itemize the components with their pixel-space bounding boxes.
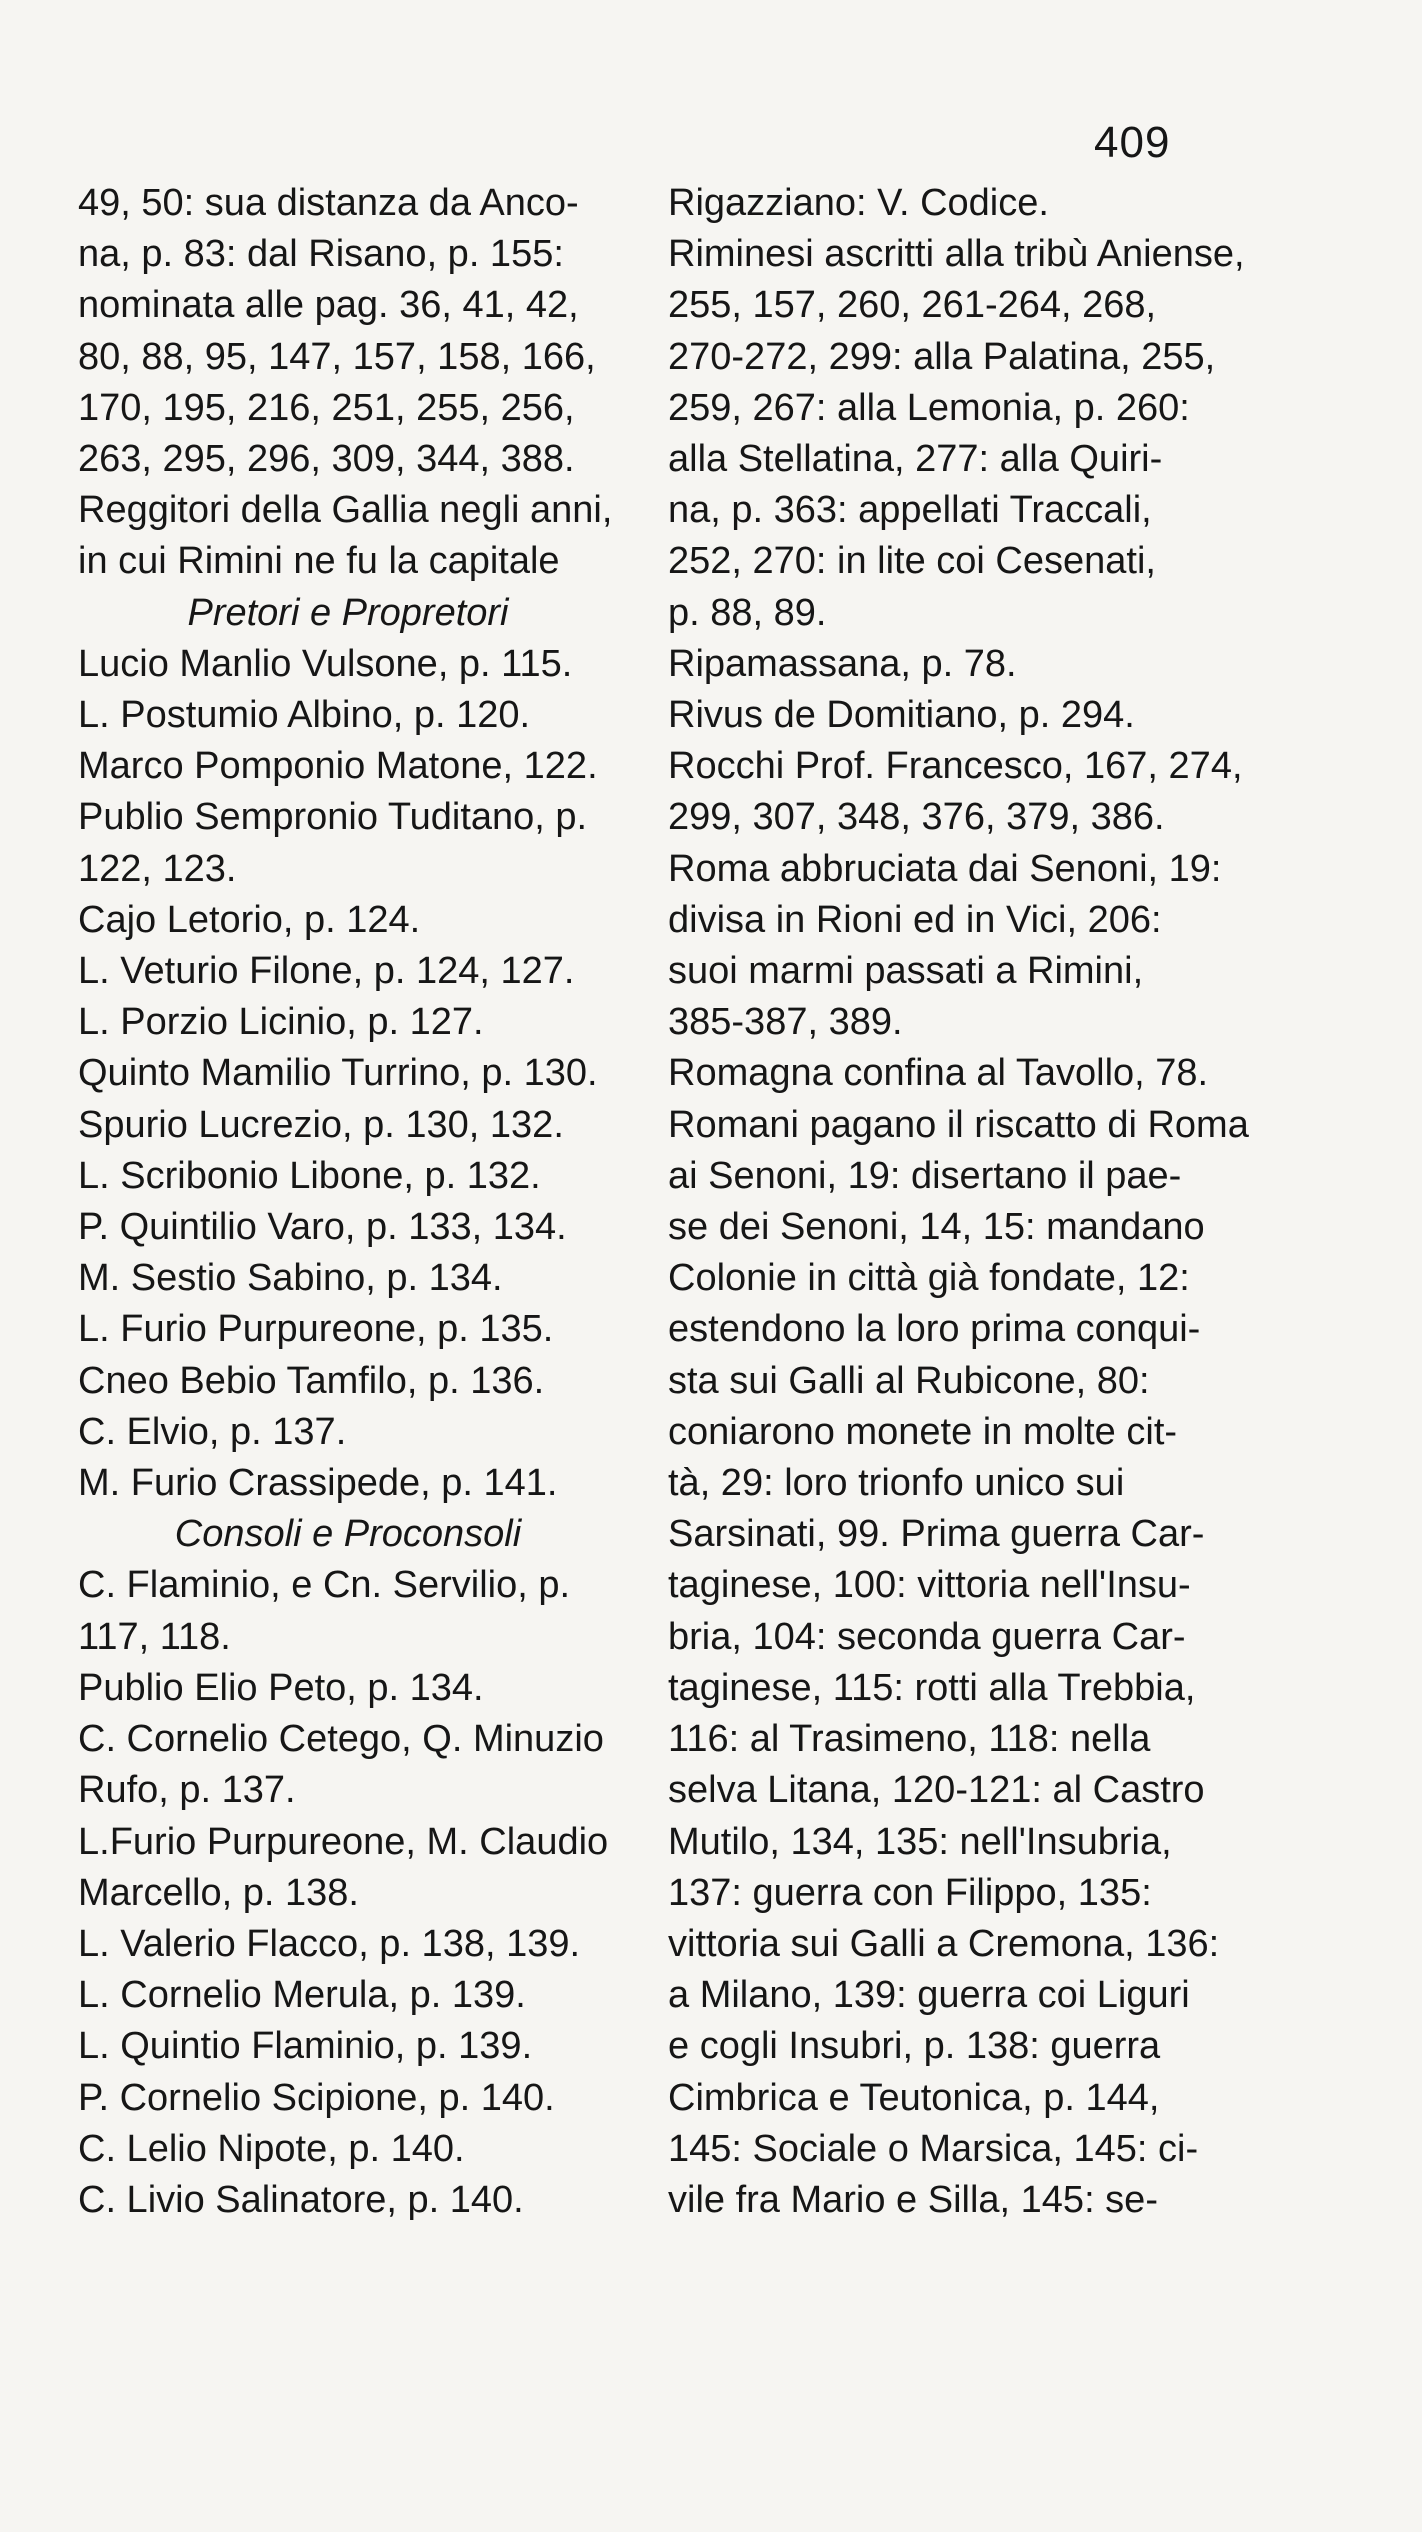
index-line: 259, 267: alla Lemonia, p. 260:: [668, 386, 1190, 429]
index-subentry: [78, 1151, 668, 1202]
index-line: 170, 195, 216, 251, 255, 256,: [78, 386, 575, 429]
index-line: divisa in Rioni ed in Vici, 206:: [668, 898, 1162, 941]
index-line: 117, 118.: [78, 1615, 231, 1658]
index-entry: [668, 1048, 1248, 1099]
index-subheading: Pretori e Propretori: [187, 591, 509, 634]
index-entry: [668, 229, 1248, 639]
index-line: L.Furio Purpureone, M. Claudio: [78, 1820, 609, 1863]
index-column-right: [668, 178, 1248, 2226]
index-line: L. Veturio Filone, p. 124, 127.: [78, 950, 575, 993]
index-line: alla Stellatina, 277: alla Quiri-: [668, 438, 1163, 481]
index-subentry: [78, 792, 668, 894]
index-line: nominata alle pag. 36, 41, 42,: [78, 284, 579, 327]
index-line: L. Quintio Flaminio, p. 139.: [78, 2025, 533, 2068]
index-line: a Milano, 139: guerra coi Liguri: [668, 1974, 1190, 2017]
index-line: Sarsinati, 99. Prima guerra Car-: [668, 1513, 1205, 1556]
index-line: na, p. 83: dal Risano, p. 155:: [78, 233, 564, 276]
index-subentry: [78, 1970, 668, 2021]
index-entry: [668, 741, 1248, 843]
index-entry: [668, 178, 1248, 229]
index-line: 80, 88, 95, 147, 157, 158, 166,: [78, 335, 596, 378]
index-line: bria, 104: seconda guerra Car-: [668, 1615, 1186, 1658]
index-line: Riminesi ascritti alla tribù Aniense,: [668, 233, 1245, 276]
index-subentry: [78, 895, 668, 946]
index-line: Publio Sempronio Tuditano, p.: [78, 796, 588, 839]
index-subentry: [78, 2124, 668, 2175]
index-subentry: [78, 1253, 668, 1304]
index-line: 116: al Trasimeno, 118: nella: [668, 1718, 1151, 1761]
index-line: p. 88, 89.: [668, 591, 827, 634]
index-line: Colonie in città già fondate, 12:: [668, 1257, 1190, 1300]
index-entry: [78, 178, 668, 485]
index-subentry: [78, 1100, 668, 1151]
index-line: Rocchi Prof. Francesco, 167, 274,: [668, 745, 1243, 788]
index-line: L. Furio Purpureone, p. 135.: [78, 1308, 554, 1351]
index-subentry: [78, 1356, 668, 1407]
index-line: Romani pagano il riscatto di Roma: [668, 1103, 1249, 1146]
index-line: C. Cornelio Cetego, Q. Minuzio: [78, 1718, 604, 1761]
index-line: Rigazziano: V. Codice.: [668, 182, 1049, 224]
index-line: Marco Pomponio Matone, 122.: [78, 745, 598, 788]
index-line: coniarono monete in molte cit-: [668, 1410, 1178, 1453]
index-line: P. Quintilio Varo, p. 133, 134.: [78, 1206, 567, 1249]
index-line: L. Porzio Licinio, p. 127.: [78, 1001, 484, 1044]
index-line: taginese, 115: rotti alla Trebbia,: [668, 1666, 1196, 1709]
index-line: 252, 270: in lite coi Cesenati,: [668, 540, 1156, 583]
index-line: Cneo Bebio Tamfilo, p. 136.: [78, 1359, 545, 1402]
index-line: 385-387, 389.: [668, 1001, 903, 1044]
index-line: Quinto Mamilio Turrino, p. 130.: [78, 1052, 598, 1095]
index-subentry: [78, 690, 668, 741]
index-subentry: [78, 2175, 668, 2226]
index-subentry: [78, 741, 668, 792]
index-line: Rufo, p. 137.: [78, 1769, 296, 1812]
index-column-left: [78, 178, 668, 2226]
index-line: C. Flaminio, e Cn. Servilio, p.: [78, 1564, 571, 1607]
index-line: 270-272, 299: alla Palatina, 255,: [668, 335, 1216, 378]
index-subentry: [78, 1663, 668, 1714]
index-line: Spurio Lucrezio, p. 130, 132.: [78, 1103, 564, 1146]
index-line: sta sui Galli al Rubicone, 80:: [668, 1359, 1150, 1402]
index-line: M. Furio Crassipede, p. 141.: [78, 1462, 558, 1505]
index-line: 137: guerra con Filippo, 135:: [668, 1871, 1152, 1914]
index-line: C. Elvio, p. 137.: [78, 1410, 347, 1453]
index-subentry: [78, 997, 668, 1048]
index-line: vittoria sui Galli a Cremona, 136:: [668, 1922, 1220, 1965]
index-subentry: [78, 946, 668, 997]
index-entry: [668, 690, 1248, 741]
index-line: ai Senoni, 19: disertano il pae-: [668, 1154, 1182, 1197]
index-subentry: [78, 1817, 668, 1919]
index-subentry: [78, 1919, 668, 1970]
page-number: 409: [1094, 118, 1171, 167]
index-line: se dei Senoni, 14, 15: mandano: [668, 1206, 1205, 1249]
index-entry: [668, 639, 1248, 690]
index-line: tà, 29: loro trionfo unico sui: [668, 1462, 1125, 1505]
index-line: 299, 307, 348, 376, 379, 386.: [668, 796, 1165, 839]
index-subentry: [78, 1714, 668, 1816]
index-line: Marcello, p. 138.: [78, 1871, 359, 1914]
index-subentry: [78, 639, 668, 690]
index-line: in cui Rimini ne fu la capitale: [78, 540, 560, 583]
index-subentry: [78, 2073, 668, 2124]
index-line: Lucio Manlio Vulsone, p. 115.: [78, 642, 573, 685]
index-line: Reggitori della Gallia negli anni,: [78, 489, 613, 532]
index-line: Mutilo, 134, 135: nell'Insubria,: [668, 1820, 1172, 1863]
index-line: Romagna confina al Tavollo, 78.: [668, 1052, 1209, 1095]
index-line: P. Cornelio Scipione, p. 140.: [78, 2076, 555, 2119]
index-line: na, p. 363: appellati Traccali,: [668, 489, 1152, 532]
index-entry: [668, 1100, 1248, 2226]
index-subentry: [78, 1560, 668, 1662]
index-subentry: [78, 1304, 668, 1355]
index-line: C. Livio Salinatore, p. 140.: [78, 2178, 524, 2221]
index-subentry: [78, 1048, 668, 1099]
index-subheading: Consoli e Proconsoli: [174, 1513, 522, 1556]
index-line: 263, 295, 296, 309, 344, 388.: [78, 438, 575, 481]
index-line: estendono la loro prima conqui-: [668, 1308, 1201, 1351]
index-line: 122, 123.: [78, 847, 237, 890]
index-subentry: [78, 2021, 668, 2072]
index-line: e cogli Insubri, p. 138: guerra: [668, 2025, 1161, 2068]
index-line: L. Scribonio Libone, p. 132.: [78, 1154, 541, 1197]
index-line: 145: Sociale o Marsica, 145: ci-: [668, 2127, 1199, 2170]
index-line: Cimbrica e Teutonica, p. 144,: [668, 2076, 1160, 2119]
index-subentry: [78, 1458, 668, 1509]
index-line: 49, 50: sua distanza da Anco-: [78, 182, 579, 224]
index-line: L. Cornelio Merula, p. 139.: [78, 1974, 526, 2017]
index-line: Rivus de Domitiano, p. 294.: [668, 694, 1135, 737]
index-line: Roma abbruciata dai Senoni, 19:: [668, 847, 1222, 890]
index-line: vile fra Mario e Silla, 145: se-: [668, 2178, 1158, 2221]
index-line: selva Litana, 120-121: al Castro: [668, 1769, 1205, 1812]
index-line: Cajo Letorio, p. 124.: [78, 898, 421, 941]
index-entry: [78, 485, 668, 587]
index-line: C. Lelio Nipote, p. 140.: [78, 2127, 465, 2170]
index-subentry: [78, 1202, 668, 1253]
index-line: M. Sestio Sabino, p. 134.: [78, 1257, 503, 1300]
index-line: L. Postumio Albino, p. 120.: [78, 694, 531, 737]
index-line: 255, 157, 260, 261-264, 268,: [668, 284, 1157, 327]
index-line: taginese, 100: vittoria nell'Insu-: [668, 1564, 1191, 1607]
index-line: L. Valerio Flacco, p. 138, 139.: [78, 1922, 581, 1965]
index-line: Publio Elio Peto, p. 134.: [78, 1666, 484, 1709]
index-entry: [668, 844, 1248, 1049]
index-subentry: [78, 1407, 668, 1458]
index-line: suoi marmi passati a Rimini,: [668, 950, 1144, 993]
index-line: Ripamassana, p. 78.: [668, 642, 1017, 685]
